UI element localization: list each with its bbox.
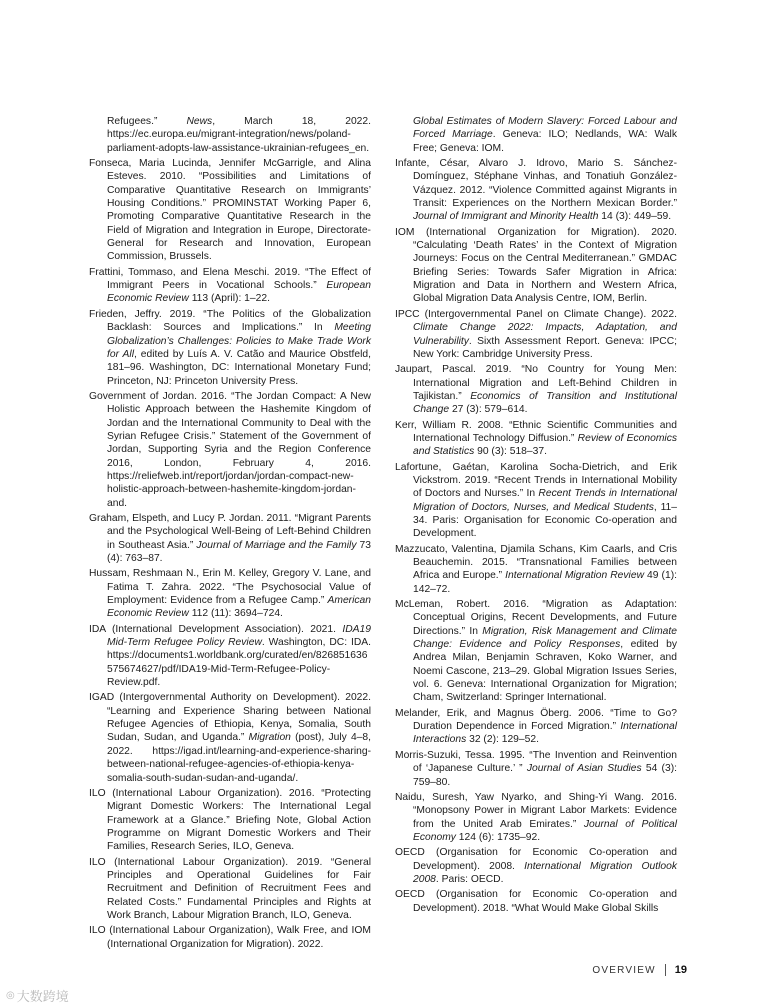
reference-entry [395,888,677,915]
reference-entry [395,461,677,541]
reference-text: Graham, Elspeth, and Lucy P. Jordan. 2011. “Migrant Parents and the Psychological Well-Being of Left-Behind Children in Southeast Asia.” [89,512,371,551]
watermark [6,986,69,1005]
reference-text: Hussam, Reshmaan N., Erin M. Kelley, Gregory V. Lane, and Fatima T. Zahra. 2022. “The Psychosocial Value of Employment: Evidence from a Refugee Camp.” [89,568,371,607]
reference-text: , edited by Luís A. V. Catão and Maurice Obstfeld, 181–96. Washington, DC: International Monetary Fund; Princeton, NJ: Princeton University Press. [107,348,371,387]
reference-entry [395,308,677,361]
reference-title-italic: News [186,116,213,127]
footer-divider [665,964,666,976]
reference-entry [395,749,677,789]
references-column-left [89,115,371,953]
reference-text: ILO (International Labour Organization), Walk Free, and IOM (International Organization for Migration). 2022. [89,925,371,950]
reference-title-italic: Migration, Risk Management and Climate Change: Evidence and Policy Responses [413,625,677,651]
reference-text: . Paris: OECD. [435,873,504,885]
reference-text: Frieden, Jeffry. 2019. “The Politics of the Globalization Backlash: Sources and Implications.” In [89,308,371,334]
reference-text: Naidu, Suresh, Yaw Nyarko, and Shing-Yi Wang. 2016. “Monopsony Power in Migrant Labor Markets: Evidence from the United Arab Emirates.” [395,791,677,830]
reference-title-italic: International Interactions [413,721,677,746]
reference-continuation [395,115,677,155]
page-number: 19 [674,964,687,976]
reference-entry [89,691,371,784]
reference-text: IDA (International Development Association). 2021. [89,623,343,635]
watermark-logo-icon: ◎ [6,990,15,1001]
reference-text: 124 (6): 1735–92. [455,831,541,843]
reference-text: Lafortune, Gaétan, Karolina Socha-Dietrich, and Erik Vickstrom. 2019. “Recent Trends in International Mobility of Doctors and Nurses.” In [395,461,677,500]
reference-title-italic: Economics of Transition and Institutional Change [413,390,678,416]
reference-title-italic: Review of Economics and Statistics [413,432,677,458]
references-column-right [395,115,677,917]
reference-continuation [89,115,371,155]
reference-text: Mazzucato, Valentina, Djamila Schans, Kim Caarls, and Cris Beauchemin. 2015. “Transnational Families between Africa and Europe.” [395,543,677,582]
reference-text: . Sixth Assessment Report. Geneva: IPCC; New York: Cambridge University Press. [413,335,677,360]
reference-title-italic: Journal of Immigrant and Minority Health [413,211,599,223]
reference-entry [89,390,371,510]
reference-title-italic: Climate Change 2022: Impacts, Adaptation, and Vulnerability [413,322,677,347]
reference-title-italic: Journal of Asian Studies [526,763,642,775]
reference-title-italic: Migration [248,732,291,744]
reference-text: 27 (3): 579–614. [449,404,528,416]
reference-text: Morris-Suzuki, Tessa. 1995. “The Invention and Reinvention of ‘Japanese Culture.’ ” [395,749,677,775]
reference-entry [395,226,677,306]
reference-text: 90 (3): 518–37. [474,446,547,458]
reference-entry [395,363,677,416]
reference-title-italic: Journal of Political Economy [413,818,677,843]
reference-entry [395,846,677,886]
page-footer [592,964,687,976]
reference-text: IGAD (Intergovernmental Authority on Development). 2022. “Learning and Experience Sharing between National Refugee Agencies of Ethiopia, Kenya, Somalia, South Sudan, Sudan, and Uganda.” [89,692,371,744]
reference-text: Jaupart, Pascal. 2019. “No Country for Young Men: International Migration and Left-Behind Children in Tajikistan.” [395,364,677,402]
reference-text: 32 (2): 129–52. [466,734,539,746]
reference-title-italic: Journal of Marriage and the Family [196,539,357,551]
reference-text: OECD (Organisation for Economic Co-operation and Development). 2008. [395,847,677,872]
reference-text: , March 18, 2022. https://ec.europa.eu/migrant-integration/news/poland-parliament-adopts-law-assistance-ukrainian-refugees_en. [107,116,371,154]
reference-entry [89,567,371,620]
reference-text: Infante, César, Alvaro J. Idrovo, Mario S. Sánchez-Domínguez, Stéphane Vinhas, and Tonatiuh González-Vázquez. 2012. “Violence Committed against Migrants in Transit: Experiences on the Northern Mexican Border.” [395,158,677,210]
reference-text: ILO (International Labour Organization). 2019. “General Principles and Operational Guidelines for Fair Recruitment and Definition of Recruitment Fees and Related Costs.” Fundamental Principles and Rights at Work Branch, Labour Migration Branch, ILO, Geneva. [89,856,371,921]
reference-entry [89,157,371,264]
reference-text: Kerr, William R. 2008. “Ethnic Scientific Communities and International Technology Diffusion.” [395,419,677,444]
reference-text: , 11–34. Paris: Organisation for Economic Co-operation and Development. [413,501,677,540]
watermark-text: 大数跨境 [16,990,69,1005]
reference-entry [89,623,371,690]
reference-entry [395,791,677,844]
reference-text: IOM (International Organization for Migration). 2020. “Calculating ‘Death Rates’ in the Context of Migration Journeys: Focus on the Central Mediterranean.” GMDAC Briefing Series: Towards Safer Migration in Africa: Migration and Data in Northern and Western Africa, Global Migration Data Analysis Centre, IOM, Berlin. [395,226,677,305]
reference-text: 54 (3): 759–80. [413,763,677,788]
reference-entry [89,512,371,565]
reference-text: 49 (1): 142–72. [413,570,678,595]
reference-text: Government of Jordan. 2016. “The Jordan Compact: A New Holistic Approach between the Hashemite Kingdom of Jordan and the International Community to Deal with the Syrian Refugee Crisis.” Statement of the Government of Jordan, Supporting Syria and the Region Conference 2016, London, February 4, 2016. https://reliefweb.int/report/jordan/jordan-compact-new-holistic-approach-between-hashemite-kingdom-jordan-and. [89,390,371,509]
reference-entry [395,157,677,224]
reference-title-italic: IDA19 Mid-Term Refugee Policy Review [107,623,371,649]
reference-text: Melander, Erik, and Magnus Öberg. 2006. “Time to Go? Duration Dependence in Forced Migration.” [395,707,677,733]
reference-entry [89,308,371,388]
reference-entry [395,543,677,596]
reference-entry [89,787,371,854]
footer-section-label: OVERVIEW [592,964,656,976]
reference-title-italic: International Migration Outlook 2008 [413,860,677,885]
reference-text: OECD (Organisation for Economic Co-operation and Development). 2018. “What Would Make Global Skills [395,889,677,914]
reference-text: Fonseca, Maria Lucinda, Jennifer McGarrigle, and Alina Esteves. 2010. “Possibilities and Limitations of Comparative Quantitative Research on Immigrants’ Housing Conditions.” PROMINSTAT Working Paper 6, Promoting Comparative Quantitative Research in the Field of Migration and Integration in Europe, Directorate-General for Research and Innovation, European Commission, Brussels. [89,158,371,263]
reference-text: IPCC (Intergovernmental Panel on Climate Change). 2022. [395,308,677,320]
reference-text: . Geneva: ILO; Nedlands, WA: Walk Free; Geneva: IOM. [413,129,677,154]
reference-title-italic: Meeting Globalization’s Challenges: Policies to Make Trade Work for All [107,322,371,360]
reference-entry [395,598,677,705]
reference-entry [395,419,677,459]
reference-text: 112 (11): 3694–724. [188,608,283,620]
reference-entry [395,707,677,747]
reference-title-italic: Global Estimates of Modern Slavery: Forced Labour and Forced Marriage [413,116,677,141]
reference-text: 14 (3): 449–59. [598,211,672,223]
reference-text: , edited by Andrea Milan, Benjamin Schraven, Koko Warner, and Noemi Cascone, 213–29. Global Migration Issues Series, vol. 6. Geneva: International Organization for Migration; Cham, Switzerland: Springer International. [413,639,677,704]
reference-title-italic: European Economic Review [107,280,371,305]
reference-text: (post), July 4–8, 2022. https://igad.int/learning-and-experience-sharing-between-national-refugee-agencies-of-ethiopia-kenya-somalia-south-sudan-sudan-and-uganda/. [107,732,371,784]
reference-text: McLeman, Robert. 2016. “Migration as Adaptation: Conceptual Origins, Recent Developments, and Future Directions.” In [395,599,677,637]
reference-text: Refugees.” [107,116,187,127]
reference-text: . Washington, DC: IDA. https://documents1.worldbank.org/curated/en/826851636575674627/pdf/IDA19-Mid-Term-Refugee-Policy-Review.pdf. [107,637,371,689]
reference-entry [89,924,371,951]
reference-title-italic: Recent Trends in International Migration of Doctors, Nurses, and Medical Students [413,488,677,513]
reference-text: 113 (April): 1–22. [188,293,270,305]
reference-text: ILO (International Labour Organization). 2016. “Protecting Migrant Domestic Workers: The International Legal Framework at a Glance.” Briefing Note, Global Action Programme on Migrant Domestic Workers and Their Families, Research Series, ILO, Geneva. [89,787,371,853]
reference-entry [89,856,371,923]
reference-text: 73 (4): 763–87. [107,539,371,564]
reference-title-italic: American Economic Review [107,595,371,620]
reference-title-italic: International Migration Review [505,570,645,582]
reference-entry [89,266,371,306]
reference-text: Frattini, Tommaso, and Elena Meschi. 2019. “The Effect of Immigrant Peers in Vocational Schools.” [89,266,371,292]
